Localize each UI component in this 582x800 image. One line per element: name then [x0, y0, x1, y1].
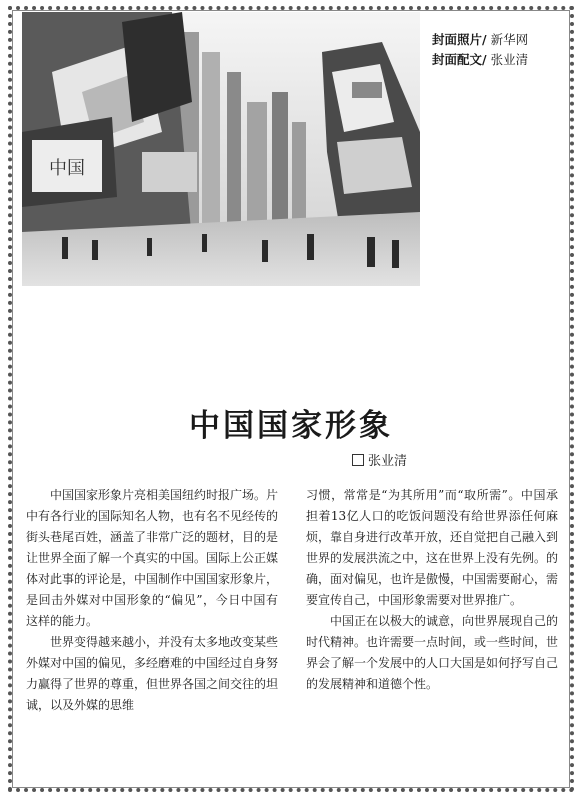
billboard-text: 中国 — [49, 158, 85, 179]
byline-author: 张业清 — [368, 454, 408, 469]
cover-photo-times-square — [22, 12, 420, 286]
text-credit-label: 封面配文/ — [432, 52, 487, 67]
photo-credit — [432, 30, 572, 50]
paragraph: 中国正在以极大的诚意，向世界展现自己的时代精神。也许需要一点时间，或一些时间，世界会了解一个发展中的人口大国是如何抒写自己的发展精神和道德个性。 — [306, 614, 559, 691]
paragraph: 世界变得越来越小，并没有太多地改变某些外媒对中国的偏见，多经磨难的中国经过自身努力赢得了世界的尊重，但世界各国之间交往的坦诚，以及外媒的思维 — [26, 635, 279, 712]
photo-credit-source: 新华网 — [490, 32, 529, 47]
paragraph: 习惯，常常是“为其所用”而“取所需”。中国承担着13亿人口的吃饭问题没有给世界添任何麻烦，靠自身进行改革开放，还自觉把自己融入到世界的发展洪流之中，这在世界上没有先例。的确，面对偏见，也许是傲慢，中国需要耐心，需要宣传自己，中国形象需要对世界推广。 — [306, 488, 559, 607]
text-credit — [432, 50, 572, 70]
article-body — [26, 485, 558, 775]
article-title: 中国国家形象 — [189, 408, 393, 444]
article-column-right — [306, 485, 558, 775]
article-column-left — [26, 485, 278, 775]
cover-credits — [432, 30, 572, 70]
text-credit-author: 张业清 — [490, 52, 529, 67]
article-byline — [352, 450, 407, 469]
paragraph: 中国国家形象片亮相美国纽约时报广场。片中有各行业的国际知名人物，也有名不见经传的街头巷尾百姓，涵盖了非常广泛的题材，目的是让世界全面了解一个真实的中国。国际上公正媒体对此事的评论是，中国制作中国国家形象片，是回击外媒对中国形象的“偏见”，今日中国有这样的能力。 — [26, 488, 279, 628]
byline-square-icon — [352, 454, 364, 466]
photo-credit-label: 封面照片/ — [432, 32, 487, 47]
